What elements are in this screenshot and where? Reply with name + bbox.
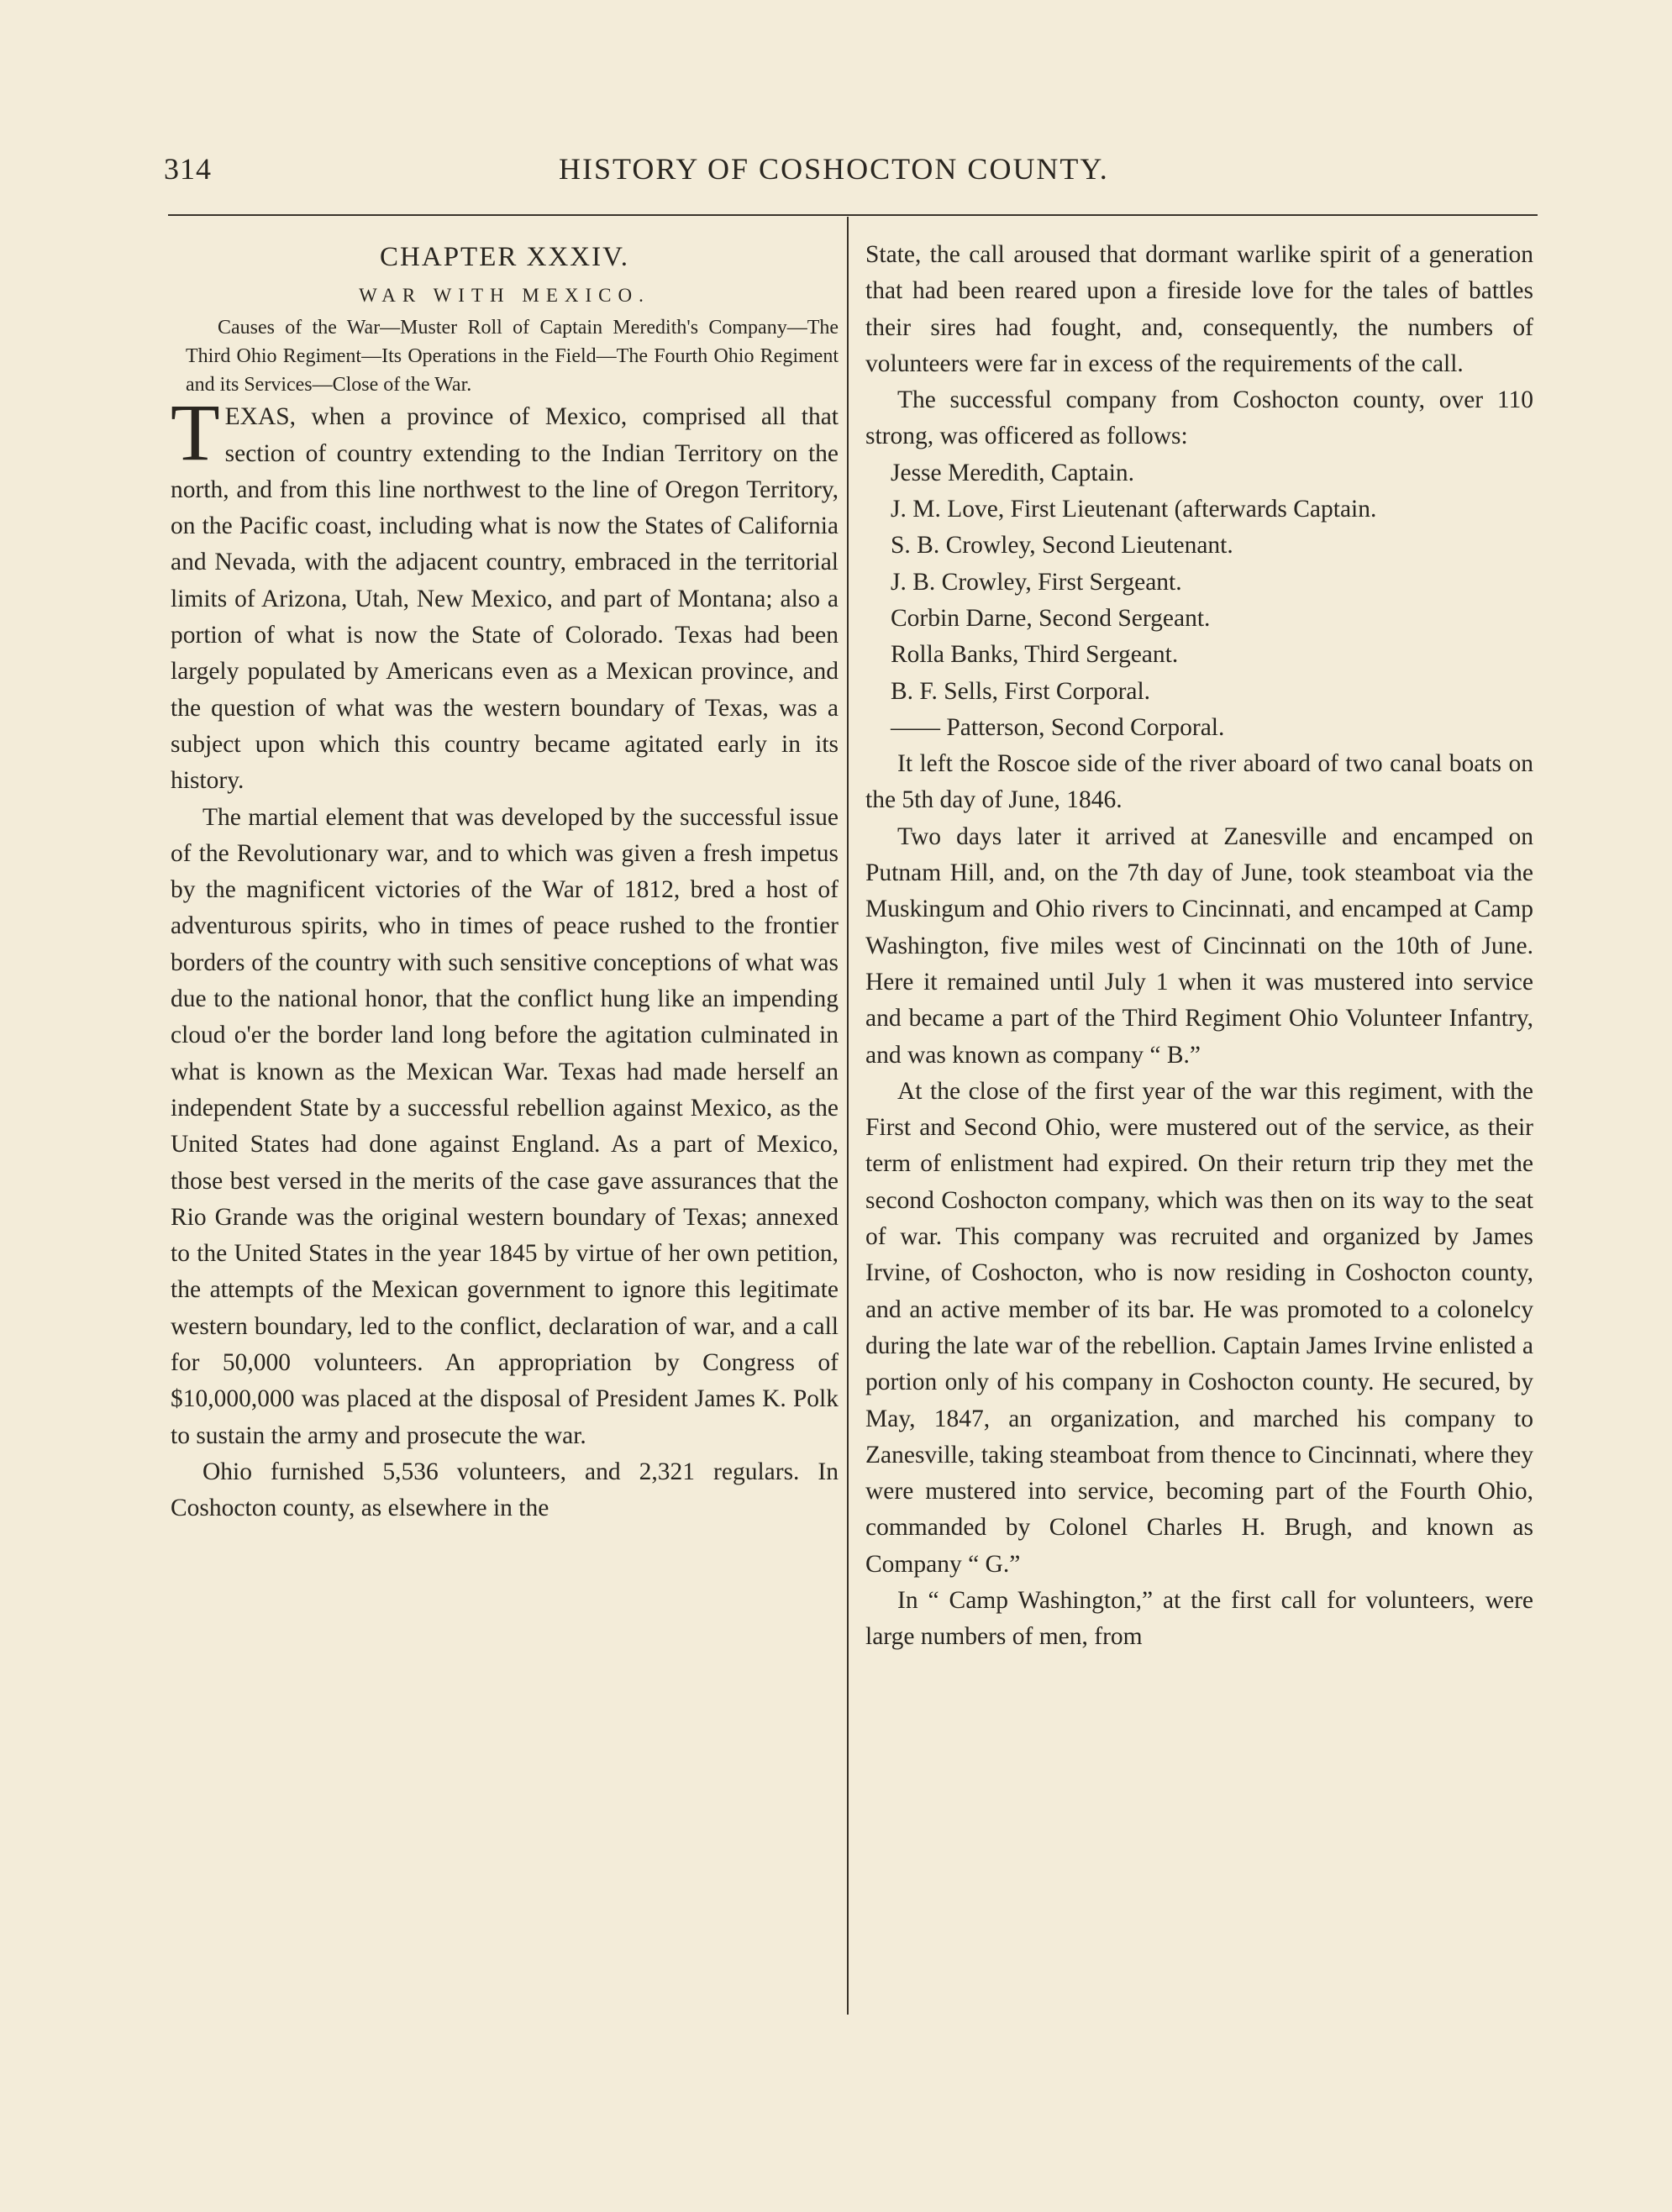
paragraph: It left the Roscoe side of the river aboard of two canal boats on the 5th day of June, 1846. xyxy=(865,750,1533,814)
chapter-subtitle: WAR WITH MEXICO. xyxy=(359,285,650,306)
paragraph: At the close of the first year of the war this regiment, with the First and Second Ohio, were mustered out of the service, as their term of enlistment had expired. On their return trip they met the second Coshocton company, which was then on its way to the seat of war. This company was recruited and organized by James Irvine, of Coshocton, who is now residing in Coshocton county, and an active member of its bar. He was promoted to a colonelcy during the late war of the rebellion. Captain James Irvine enlisted a portion only of his company in Coshocton county. He secured, by May, 1847, an organization, and marched his company to Zanesville, taking steamboat from thence to Cincinnati, where they were mustered into service, becoming part of the Fourth Ohio, commanded by Colonel Charles H. Brugh, and known as Company “ G.” xyxy=(865,1077,1533,1578)
paragraph: Two days later it arrived at Zanesville and encamped on Putnam Hill, and, on the 7th day of June, took steamboat via the Muskingum and Ohio rivers to Cincinnati, and encamped at Camp Washington, five miles west of Cincinnati on the 10th of June. Here it remained until July 1 when it was mustered into service and became a part of the Third Regiment Ohio Volunteer Infantry, and was known as company “ B.” xyxy=(865,822,1533,1069)
officer-entry: —— Patterson, Second Corporal. xyxy=(891,713,1225,741)
paragraph: The martial element that was developed by the successful issue of the Revolutionary war, and to which was given a fresh impetus by the magnificent victories of the War of 1812, bred a host of adventurous spirits, who in times of peace rushed to the frontier borders of the country with such sensitive conceptions of what was due to the national honor, that the conflict hung like an impending cloud o'er the border land long before the agitation culminated in what is known as the Mexican War. Texas had made herself an independent State by a successful rebellion against Mexico, as the United States had done against England. As a part of Mexico, those best versed in the merits of the case gave assurances that the Rio Grande was the original western boundary of Texas; annexed to the United States in the year 1845 by virtue of her own petition, the attempts of the Mexican government to ignore this legitimate western boundary, led to the conflict, declaration of war, and a call for 50,000 volunteers. An appropriation by Congress of $10,000,000 was placed at the disposal of President James K. Polk to sustain the army and prosecute the war. xyxy=(171,803,839,1449)
page-number: 314 xyxy=(164,152,212,186)
page-header xyxy=(164,144,1542,195)
drop-cap: T xyxy=(171,387,220,478)
paragraph: State, the call aroused that dormant warlike spirit of a generation that had been reared upon a fireside love for the tales of battles their sires had fought, and, consequently, the numbers of volunteers were far in excess of the requirements of the call. xyxy=(865,241,1533,377)
officer-entry: Corbin Darne, Second Sergeant. xyxy=(891,604,1211,632)
officer-entry: Rolla Banks, Third Sergeant. xyxy=(891,641,1179,669)
chapter-synopsis: Causes of the War—Muster Roll of Captain Meredith's Company—The Third Ohio Regiment—Its Operations in the Field—The Fourth Ohio Regiment and its Services—Close of the War. xyxy=(186,317,839,397)
header-rule xyxy=(168,214,1538,216)
paragraph: In “ Camp Washington,” at the first call for volunteers, were large numbers of men, from xyxy=(865,1586,1533,1651)
column-divider xyxy=(847,217,849,2015)
paragraph: Ohio furnished 5,536 volunteers, and 2,321 regulars. In Coshocton county, as elsewhere in the xyxy=(171,1458,839,1522)
left-column xyxy=(171,237,839,1527)
officer-entry: Jesse Meredith, Captain. xyxy=(891,459,1135,486)
paragraph-text: EXAS, when a province of Mexico, comprised all that section of country extending to the Indian Territory on the north, and from this line northwest to the line of Oregon Territory, on the Pacific coast, including what is now the States of California and Nevada, with the adjacent country, embraced in the territorial limits of Arizona, Utah, New Mexico, and part of Montana; also a portion of what is now the State of Colorado. Texas had been largely populated by Americans even as a Mexican province, and the question of what was the western boundary of Texas, was a subject upon which this country became agitated early in its history. xyxy=(171,403,839,795)
paragraph: The successful company from Coshocton county, over 110 strong, was officered as follows: xyxy=(865,386,1533,450)
chapter-title: CHAPTER XXXIV. xyxy=(380,242,629,272)
officer-entry: S. B. Crowley, Second Lieutenant. xyxy=(891,532,1233,560)
officer-entry: J. M. Love, First Lieutenant (afterwards Captain. xyxy=(891,496,1377,523)
officer-entry: J. B. Crowley, First Sergeant. xyxy=(891,568,1182,596)
right-column xyxy=(865,237,1533,1656)
running-title: HISTORY OF COSHOCTON COUNTY. xyxy=(559,152,1109,186)
officer-entry: B. F. Sells, First Corporal. xyxy=(891,677,1151,705)
paragraph xyxy=(171,387,839,799)
